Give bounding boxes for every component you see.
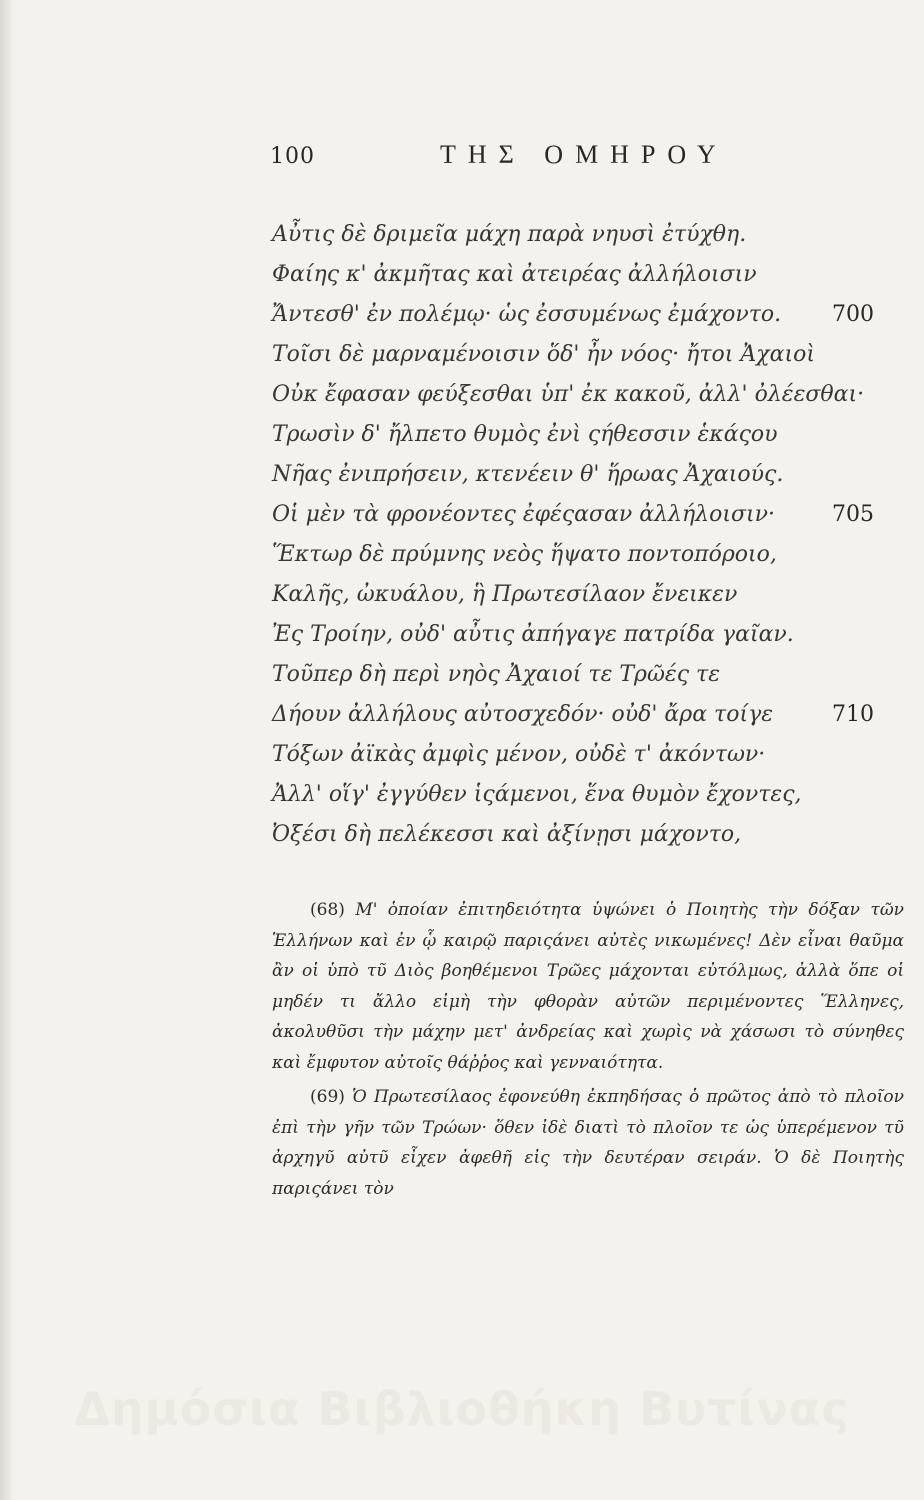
verse-line [272, 375, 892, 415]
verse-text: Νῆας ἐνιπρήσειν, κτενέειν θ' ἥρωας Ἀχαιούς. [272, 462, 784, 487]
verse-text: Ὀξέσι δὴ πελέκεσσι καὶ ἀξίνῃσι μάχοντο, [272, 822, 742, 847]
verse-line [272, 775, 892, 815]
verse-line [272, 455, 892, 495]
verse-line [272, 255, 892, 295]
verse-line [272, 415, 892, 455]
verse-line [272, 575, 892, 615]
verse-text: Ἕκτωρ δὲ πρύμνης νεὸς ἥψατο ποντοπόροιο, [272, 542, 777, 567]
footnote-marker: (68) [310, 900, 345, 920]
verse-text: Αὖτις δὲ δριμεῖα μάχη παρὰ νηυσὶ ἐτύχθη. [272, 222, 747, 247]
line-number: 705 [832, 502, 874, 527]
footnote [272, 895, 904, 1078]
verse-line [272, 615, 892, 655]
line-number: 700 [832, 302, 874, 327]
verse-line [272, 815, 892, 855]
verse-text: Ἀλλ' οἵγ' ἐγγύθεν ἱςάμενοι, ἕνα θυμὸν ἔχοντες, [272, 782, 802, 807]
footnote-marker: (69) [310, 1087, 345, 1107]
verse-text: Καλῆς, ὠκυάλου, ἣ Πρωτεσίλαον ἔνεικεν [272, 582, 738, 607]
footnote [272, 1082, 904, 1204]
footnote-text: Ὁ Πρωτεσίλαος ἐφονεύθη ἐκπηδήσας ὁ πρῶτος ἀπὸ τὸ πλοῖον ἐπὶ τὴν γῆν τῶν Τρώων· ὅθεν ἰδὲ διατὶ τὸ πλοῖον τε ὡς ὑπερέμενον τῦ ἀρχηγῦ αὐτῦ εἶχεν ἀφεθῆ εἰς τὴν δευτέραν σειράν. Ὁ δὲ Ποιητὴς παριςάνει τὸν [272, 1087, 904, 1199]
footnote-text: Μ' ὁποίαν ἐπιτηδειότητα ὑψώνει ὁ Ποιητὴς τὴν δόξαν τῶν Ἑλλήνων καὶ ἐν ᾧ καιρῷ παριςάνει αὐτὲς νικωμένες! Δὲν εἶναι θαῦμα ἂν οἱ ὑπὸ τῦ Διὸς βοηθέμενοι Τρῶες μάχονται εὐτόλμως, ἀλλὰ ὅπε οἱ μηδέν τι ἄλλο εἰμὴ τὴν φθορὰν αὐτῶν περιμένοντες Ἕλληνες, ἀκολυθῦσι τὴν μάχην μετ' ἀνδρείας καὶ χωρὶς νὰ χάσωσι τὸ σύνηθες καὶ ἔμφυτον αὐτοῖς θάῤῥος καὶ γενναιότητα. [272, 900, 905, 1073]
verse-line [272, 695, 892, 735]
verse-line [272, 495, 892, 535]
verse-block [272, 215, 892, 855]
verse-text: Φαίης κ' ἀκμῆτας καὶ ἀτειρέας ἀλλήλοισιν [272, 262, 757, 287]
verse-line [272, 295, 892, 335]
verse-line [272, 335, 892, 375]
library-watermark: Δημόσια Βιβλιοθήκη Βυτίνας [74, 1382, 850, 1436]
verse-text: Οὐκ ἔφασαν φεύξεσθαι ὑπ' ἐκ κακοῦ, ἀλλ' ὀλέεσθαι· [272, 382, 865, 407]
verse-line [272, 735, 892, 775]
verse-text: Ἄντεσθ' ἐν πολέμῳ· ὡς ἐσσυμένως ἐμάχοντο. [272, 302, 782, 327]
verse-line [272, 215, 892, 255]
verse-line [272, 535, 892, 575]
page-number: 100 [270, 144, 315, 169]
page-header [270, 140, 790, 170]
page-edge [0, 0, 14, 1500]
running-title: ΤΗΣ ΟΜΗΡΟΥ [440, 140, 728, 169]
verse-text: Τρωσὶν δ' ἤλπετο θυμὸς ἐνὶ ςήθεσσιν ἑκάςου [272, 422, 778, 447]
verse-text: Δήουν ἀλλήλους αὐτοσχεδόν· οὐδ' ἄρα τοίγε [272, 702, 774, 727]
line-number: 710 [832, 702, 874, 727]
verse-text: Τοῖσι δὲ μαρναμένοισιν ὅδ' ἦν νόος· ἤτοι Ἀχαιοὶ [272, 342, 815, 367]
verse-text: Οἱ μὲν τὰ φρονέοντες ἐφέςασαν ἀλλήλοισιν· [272, 502, 776, 527]
verse-text: Τοῦπερ δὴ περὶ νηὸς Ἀχαιοί τε Τρῶές τε [272, 662, 721, 687]
verse-text: Τόξων ἀϊκὰς ἀμφὶς μένον, οὐδὲ τ' ἀκόντων· [272, 742, 766, 767]
verse-line [272, 655, 892, 695]
verse-text: Ἐς Τροίην, οὐδ' αὖτις ἀπήγαγε πατρίδα γαῖαν. [272, 622, 794, 647]
footnotes [272, 895, 904, 1204]
